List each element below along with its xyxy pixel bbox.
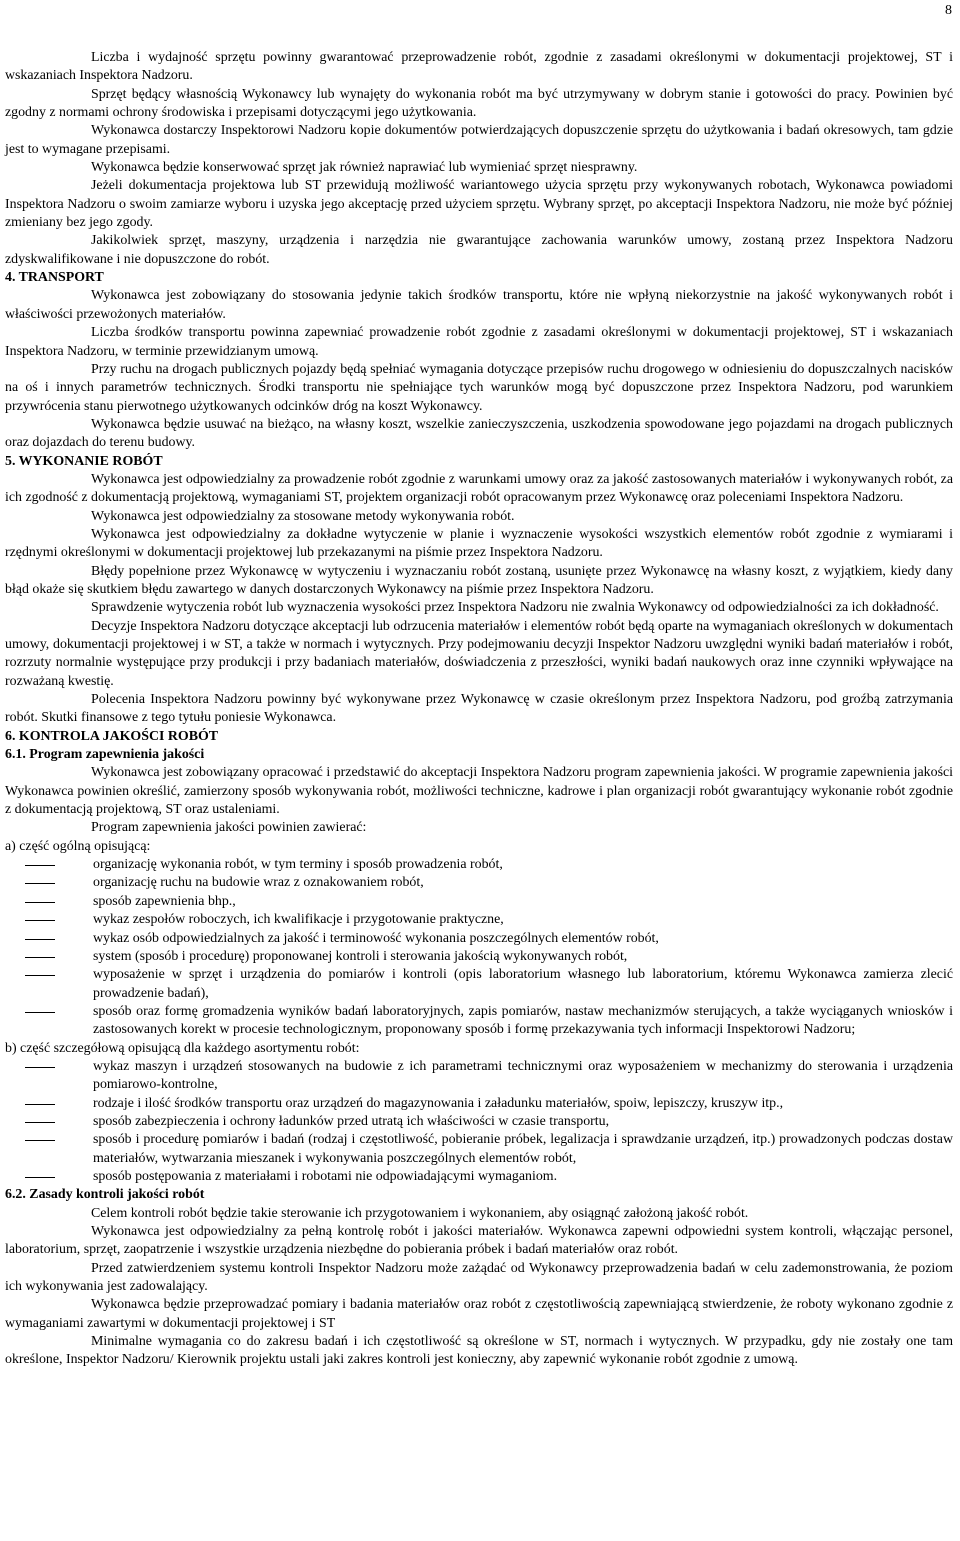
subsection-heading-program: 6.1. Program zapewnienia jakości [5, 747, 205, 763]
paragraph: Wykonawca dostarczy Inspektorowi Nadzoru kopie dokumentów potwierdzających dopuszczenie sprzętu do użytkowania i badań okresowych, tam gdzie jest to wymagane przepisami. [5, 123, 953, 157]
paragraph: Przed zatwierdzeniem systemu kontroli Inspektor Nadzoru może zażądać od Wykonawcy przeprowadzenia badań w celu zademonstrowania, że poziom ich wykonywania jest zadowalający. [5, 1260, 953, 1295]
paragraph: Jeżeli dokumentacja projektowa lub ST przewidują możliwość wariantowego użycia sprzętu przy wykonywanych robotach, Wykonawca powiadomi Inspektora Nadzoru o swoim zamiarze wyboru i uzyska jego akceptację przed użyciem sprzętu. Wybrany sprzęt, po akceptacji Inspektora Nadzoru, nie może być później zmieniany bez jego zgody. [5, 178, 953, 231]
paragraph: Wykonawca jest odpowiedzialny za dokładne wytyczenie w planie i wyznaczenie wysokości wszystkich elementów robót zgodnie z wymiarami i rzędnymi określonymi w dokumentacji projektowej lub przekazanymi na piśmie przez Inspektora Nadzoru. [5, 526, 953, 561]
paragraph: Sprzęt będący własnością Wykonawcy lub wynajęty do wykonania robót ma być utrzymywany w dobrym stanie i gotowości do pracy. Powinien być zgodny z normami ochrony środowiska i przepisami dotyczącymi jego użytkowania. [5, 86, 953, 121]
list-item: system (sposób i procedurę) proponowanej kontroli i sterowania jakością wykonywanych robót, [5, 948, 953, 966]
paragraph: Wykonawca jest odpowiedzialny za pełną kontrolę robót i jakości materiałów. Wykonawca zapewni odpowiedni system kontroli, włączając personel, laboratorium, sprzęt, zaopatrzenie i wszystkie urządzenia niezbędne do pobierania próbek i badań materiałów oraz robót. [5, 1224, 953, 1258]
paragraph: Program zapewnienia jakości powinien zawierać: [91, 820, 367, 836]
subsection-heading-zasady: 6.2. Zasady kontroli jakości robót [5, 1187, 205, 1203]
list-item: wyposażenie w sprzęt i urządzenia do pomiarów i kontroli (opis laboratorium własnego lub laboratorium, któremu Wykonawca zamierza zlecić prowadzenie badań), [5, 966, 953, 1003]
list-item: wykaz zespołów roboczych, ich kwalifikacje i przygotowanie praktyczne, [5, 911, 953, 929]
list-intro-b: b) część szczegółową opisującą dla każdego asortymentu robót: [5, 1040, 360, 1056]
paragraph: Sprawdzenie wytyczenia robót lub wyznaczenia wysokości przez Inspektora Nadzoru nie zwalnia Wykonawcy od odpowiedzialności za ich dokładność. [91, 600, 939, 616]
list-item: rodzaje i ilość środków transportu oraz urządzeń do magazynowania i załadunku materiałów, spoiw, lepiszczy, kruszyw itp., [5, 1095, 953, 1113]
paragraph: Jakikolwiek sprzęt, maszyny, urządzenia i narzędzia nie gwarantujące zachowania warunków umowy, zostaną przez Inspektora Nadzoru zdyskwalifikowane i nie dopuszczone do robót. [5, 233, 953, 267]
paragraph: Wykonawca jest odpowiedzialny za stosowane metody wykonywania robót. [91, 508, 515, 524]
list-item: sposób zabezpieczenia i ochrony ładunków przed utratą ich właściwości w czasie transportu, [5, 1113, 953, 1131]
paragraph: Minimalne wymagania co do zakresu badań i ich częstotliwość są określone w ST, normach i wytycznych. W przypadku, gdy nie zostały one tam określone, Inspektor Nadzoru/ Kierownik projektu ustali jaki zakres kontroli jest konieczny, aby zapewnić wykonanie robót zgodnie z umową. [5, 1334, 953, 1368]
list-item: organizację wykonania robót, w tym terminy i sposób prowadzenia robót, [5, 856, 953, 874]
paragraph: Wykonawca będzie usuwać na bieżąco, na własny koszt, wszelkie zanieczyszczenia, uszkodzenia spowodowane jego pojazdami na drogach publicznych oraz dojazdach do terenu budowy. [5, 416, 953, 451]
section-heading-kontrola: 6. KONTROLA JAKOŚCI ROBÓT [5, 728, 219, 744]
paragraph: Polecenia Inspektora Nadzoru powinny być wykonywane przez Wykonawcę w czasie określonym przez Inspektora Nadzoru, pod groźbą zatrzymania robót. Skutki finansowe z tego tytułu poniesie Wykonawca. [5, 692, 953, 726]
list-item: organizację ruchu na budowie wraz z oznakowaniem robót, [5, 874, 953, 892]
paragraph: Wykonawca będzie konserwować sprzęt jak również naprawiać lub wymieniać sprzęt niesprawny. [91, 160, 638, 176]
list-item: sposób i procedurę pomiarów i badań (rodzaj i częstotliwość, pobieranie próbek, legalizacja i sprawdzanie urządzeń, itp.) prowadzonych podczas dostaw materiałów, wytwarzania mieszanek i wykonywania poszczególnych elementów robót, [5, 1131, 953, 1168]
paragraph: Przy ruchu na drogach publicznych pojazdy będą spełniać wymagania dotyczące przepisów ruchu drogowego w odniesieniu do dopuszczalnych nacisków na oś i innych parametrów technicznych. Środki transportu nie spełniające tych warunków mogą być dopuszczone przez Inspektora Nadzoru, pod warunkiem przywrócenia stanu pierwotnego użytkowanych odcinków dróg na koszt Wykonawcy. [5, 361, 953, 414]
paragraph: Wykonawca będzie przeprowadzać pomiary i badania materiałów oraz robót z częstotliwością zapewniającą stwierdzenie, że roboty wykonano zgodnie z wymaganiami zawartymi w dokumentacji projektowej i ST [5, 1297, 953, 1331]
paragraph: Błędy popełnione przez Wykonawcę w wytyczeniu i wyznaczaniu robót zostaną, usunięte przez Wykonawcę na własny koszt, z wyjątkiem, kiedy dany błąd okaże się skutkiem błędu zawartego w danych dostarczonych Wykonawcy na piśmie przez Inspektora Nadzoru. [5, 563, 953, 597]
paragraph: Decyzje Inspektora Nadzoru dotyczące akceptacji lub odrzucenia materiałów i elementów robót będą oparte na wymaganiach określonych w dokumentach umowy, dokumentacji projektowej i w ST, a także w normach i wytycznych. Przy podejmowaniu decyzji Inspektor Nadzoru uwzględni wyniki badań materiałów i robót, rozrzuty normalnie występujące przy produkcji i przy badaniach materiałów, doświadczenia z przeszłości, wyniki badań naukowych oraz inne czynniki wpływające na rozważaną kwestię. [5, 618, 954, 689]
paragraph: Wykonawca jest zobowiązany do stosowania jedynie takich środków transportu, które nie wpłyną niekorzystnie na jakość wykonywanych robót i właściwości przewożonych materiałów. [5, 288, 953, 322]
paragraph: Celem kontroli robót będzie takie sterowanie ich przygotowaniem i wykonaniem, aby osiągnąć założoną jakość robót. [91, 1205, 749, 1221]
paragraph: Wykonawca jest zobowiązany opracować i przedstawić do akceptacji Inspektora Nadzoru program zapewnienia jakości. W programie zapewnienia jakości Wykonawca powinien określić, zamierzony sposób wykonywania robót, możliwości techniczne, kadrowe i plan organizacji robót gwarantujący wykonanie robót zgodnie z dokumentacją projektową, ST oraz ustaleniami. [5, 765, 953, 818]
list-item: wykaz maszyn i urządzeń stosowanych na budowie z ich parametrami technicznymi oraz wyposażeniem w mechanizmy do sterowania i urządzenia pomiarowo-kontrolne, [5, 1058, 953, 1095]
paragraph: Liczba środków transportu powinna zapewniać prowadzenie robót zgodnie z zasadami określonymi w dokumentacji projektowej, ST i wskazaniach Inspektora Nadzoru, w terminie przewidzianym umową. [5, 325, 953, 359]
paragraph: Wykonawca jest odpowiedzialny za prowadzenie robót zgodnie z warunkami umowy oraz za jakość zastosowanych materiałów i wykonywanych robót, za ich zgodność z dokumentacją projektową, wymaganiami ST, projektem organizacji robót opracowanym przez Wykonawcę oraz poleceniami Inspektora Nadzoru. [5, 471, 953, 506]
list-item: sposób zapewnienia bhp., [5, 893, 953, 911]
list-item: sposób postępowania z materiałami i robotami nie odpowiadającymi wymaganiom. [5, 1168, 953, 1186]
list-a [5, 856, 953, 1039]
section-heading-transport: 4. TRANSPORT [5, 270, 104, 286]
list-item: wykaz osób odpowiedzialnych za jakość i terminowość wykonania poszczególnych elementów robót, [5, 930, 953, 948]
section-heading-wykonanie: 5. WYKONANIE ROBÓT [5, 453, 163, 469]
paragraph: Liczba i wydajność sprzętu powinny gwarantować przeprowadzenie robót, zgodnie z zasadami określonymi w dokumentacji projektowej, ST i wskazaniach Inspektora Nadzoru. [5, 50, 953, 84]
page-number: 8 [945, 3, 952, 18]
list-intro-a: a) część ogólną opisującą: [5, 838, 151, 854]
list-b [5, 1058, 953, 1186]
document-body [5, 49, 953, 1370]
list-item: sposób oraz formę gromadzenia wyników badań laboratoryjnych, zapis pomiarów, nastaw mechanizmów sterujących, a także wyciąganych wniosków i zastosowanych korekt w procesie technologicznym, proponowany sposób i formę przekazywania tych informacji Inspektorowi Nadzoru; [5, 1003, 953, 1040]
